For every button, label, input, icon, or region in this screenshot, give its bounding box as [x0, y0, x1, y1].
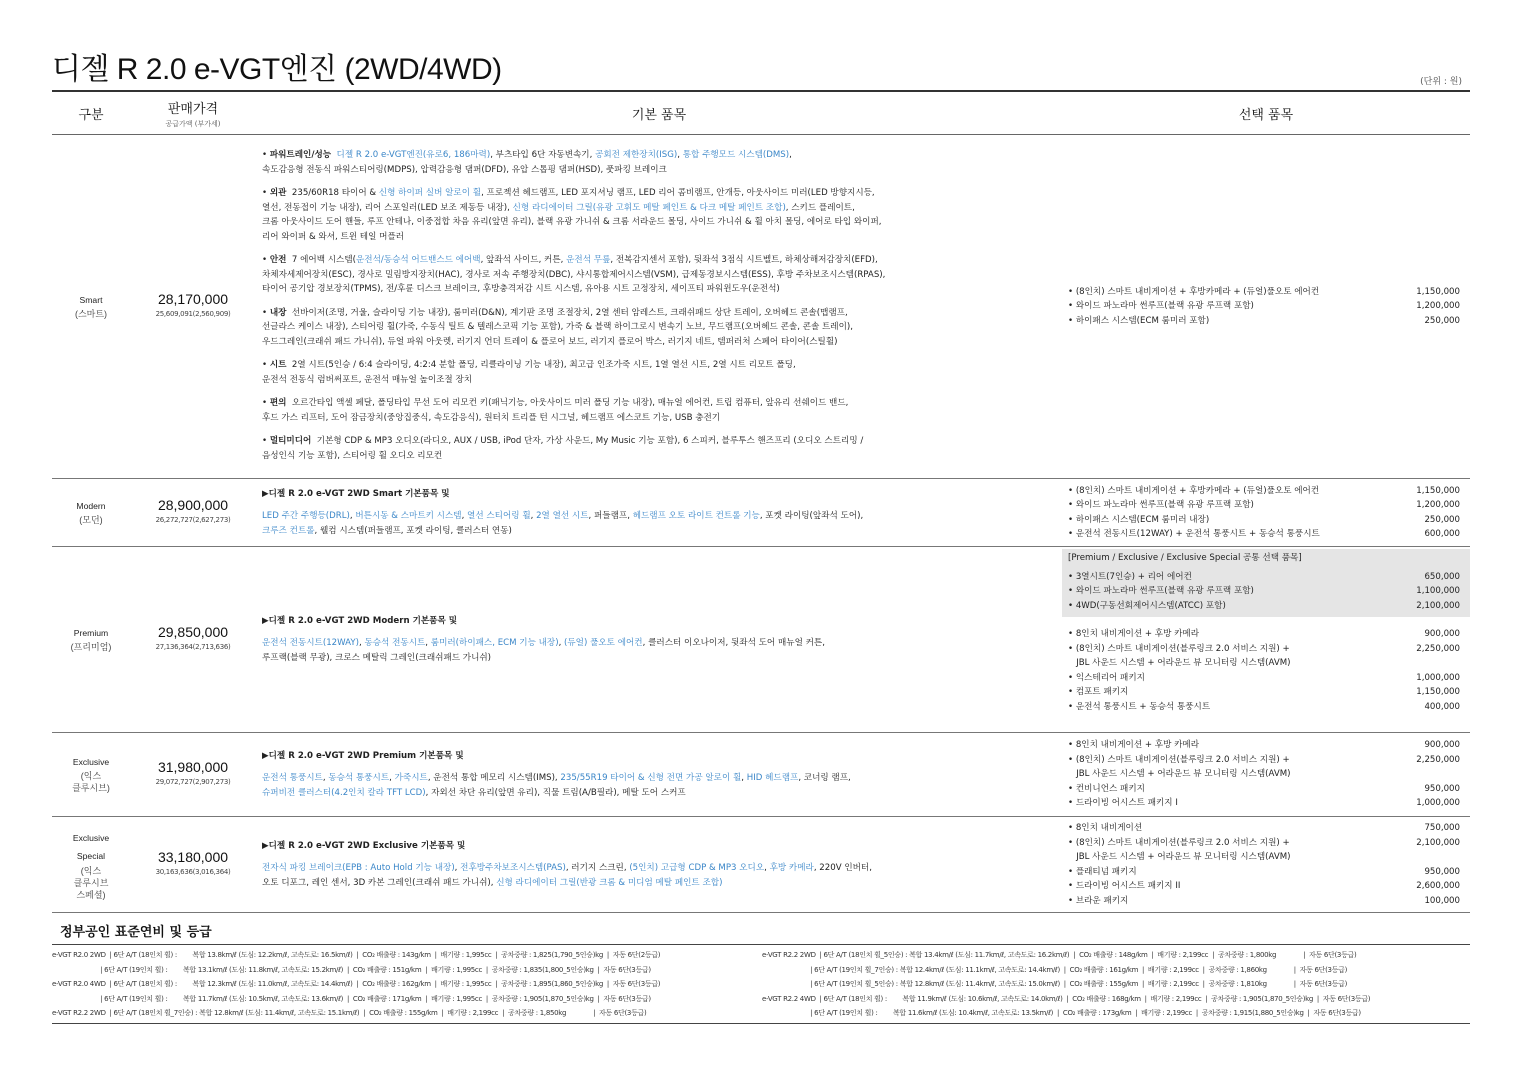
fuel-right: | 6단 A/T (19인치 휠_5인승) : 복합 12.8km/ℓ (도심: 11.4km/ℓ, 고속도로: 15.0km/ℓ) | CO₂ 배출량 : 155g/km | 배기량 : 2,199cc | 공차중량 : 1,810kg | 자동 6단(3등급) [762, 980, 1348, 988]
item-text: , 스키드 플레이트, 크롬 아웃사이드 도어 핸들, 루프 안테나, 이중접합 차음 유리(앞면 유리), 블랙 유광 가니쉬 & 크롬 서라운드 몰딩, 사이드 가니쉬 & 휠 아치 몰딩, 에어로 타입 와이퍼, 리어 와이퍼 & 와셔, 트윈 테일 머플러 [262, 202, 882, 242]
basic-head: ▶디젤 R 2.0 e-VGT 2WD Modern 기본품목 및 [262, 615, 458, 626]
basic-items [256, 479, 1062, 547]
option-price: 900,000 [1424, 629, 1460, 639]
option-row [1068, 599, 1460, 614]
item-text: , 속도감응형 전동식 파워스티어링(MDPS), 압력감응형 댐퍼(DFD), 유압 스톱핑 댐퍼(HSD), 풋파킹 브레이크 [262, 150, 792, 175]
trim-name: Smart (스마트) [52, 135, 130, 479]
item-text: , 자외선 차단 유리(앞면 유리), 직물 트림(A/B필라), 메탈 도어 스커프 [425, 787, 686, 798]
trim-name: Exclusive (익스 클루시브) [52, 733, 130, 817]
table-row [52, 135, 1470, 479]
option-row [1068, 782, 1460, 797]
option-item: • 하이패스 시스템(ECM 룸미러 내장) [1068, 514, 1210, 525]
fuel-left: | 6단 A/T (19인치 휠) : 복합 13.1km/ℓ (도심: 11.8km/ℓ, 고속도로: 15.2km/ℓ) | CO₂ 배출량 : 151g/km | 배기량 : 1,995cc | 공차중량 : 1,835(1,800_5인승)kg | 자동 6단(3등급) [52, 965, 651, 974]
unit-label: (단위 : 원) [1420, 77, 1462, 87]
highlight-text: 신형 라디에이터 그릴(유광 고휘도 메탈 페인트 & 다크 메탈 페인트 조합) [512, 202, 786, 213]
option-item: • 와이드 파노라마 썬루프(블랙 유광 루프랙 포함) [1068, 500, 1254, 510]
option-item: • (8인치) 스마트 내비게이션 + 후방카메라 + (듀얼)풀오토 에어컨 [1068, 485, 1320, 496]
group-label: 시트 [269, 360, 287, 370]
item-text: , [461, 511, 468, 522]
item-text: , 프로젝션 헤드램프, LED 포지셔닝 램프, LED 리어 콤비램프, 안개등, 아웃사이드 미러(LED 방향지시등, 열선, 전동접이 기능 내장), 리어 스포일러(LED 보조 제동등 내장), [262, 188, 875, 213]
highlight-text: 통합 주행모드 시스템(DMS) [682, 150, 790, 160]
option-item: • 와이드 파노라마 썬루프(블랙 유광 루프랙 포함) [1068, 301, 1254, 312]
option-row [1068, 285, 1460, 300]
item-text: , 포켓 라이팅(앞좌석 도어), [759, 511, 864, 522]
option-price: 1,100,000 [1416, 586, 1460, 596]
option-item: • 드라이빙 어시스트 패키지 I [1068, 798, 1178, 809]
item-text: , 운전석 통합 메모리 시스템(IMS), [427, 773, 561, 784]
common-options [1062, 549, 1470, 617]
option-row [1068, 484, 1460, 499]
option-item: • 운전석 통풍시트 + 동승석 통풍시트 [1068, 701, 1211, 712]
option-item: • 컨비니언스 패키지 [1068, 783, 1145, 794]
option-price: 2,250,000 [1416, 754, 1460, 765]
option-item: • 4WD(구동선회제어시스템(ATCC) 포함) [1068, 600, 1226, 611]
option-row [1068, 796, 1460, 811]
basic-head: ▶디젤 R 2.0 e-VGT 2WD Smart 기본품목 및 [262, 488, 450, 499]
option-row [1068, 821, 1460, 836]
basic-group: • 시트 2열 시트(5인승 / 6:4 슬라이딩, 4:2:4 분할 폴딩, 리클라이닝 기능 내장), 최고급 인조가죽 시트, 1열 열선 시트, 2열 시트 리모트 폴딩, 운전석 전동식 럼버써포트, 운전석 매뉴얼 높이조절 장치 [262, 360, 796, 385]
option-row [1068, 671, 1460, 686]
group-label: 외관 [269, 188, 287, 198]
option-name: 하이패스 시스템(ECM 룸미러 내장) [1075, 514, 1210, 525]
option-name: (8인치) 스마트 내비게이션(블루링크 2.0 서비스 지원) + JBL 사운드 시스템 + 어라운드 뷰 모니터링 시스템(AVM) [1075, 643, 1291, 668]
option-name: 익스테리어 패키지 [1075, 672, 1145, 683]
highlight-text: 신형 라디에이터 그릴(반광 크롬 & 미디엄 메탈 페인트 조합) [496, 877, 723, 888]
option-name: 8인치 내비게이션 [1075, 823, 1143, 833]
option-item: • 드라이빙 어시스트 패키지 II [1068, 881, 1181, 891]
highlight-text: 열선 스티어링 휠 [467, 511, 531, 522]
option-row [1068, 879, 1460, 894]
option-items [1062, 479, 1470, 547]
option-price: 650,000 [1424, 571, 1460, 582]
trim-name: Exclusive Special (익스 클루시브 스페셜) [52, 817, 130, 913]
item-text: 7 에어백 시스템( [286, 255, 356, 265]
fuel-left: e-VGT R2.2 2WD | 6단 A/T (18인치 휠_7인승) : 복합 12.8km/ℓ (도심: 11.4km/ℓ, 고속도로: 15.1km/ℓ) | CO₂ 배출량 : 155g/km | 배기량 : 2,199cc | 공차중량 : 1,850kg | 자동 6단(3등급) [52, 1009, 647, 1017]
option-name: 컨비니언스 패키지 [1075, 783, 1145, 794]
item-text: 235/60R18 타이어 & [286, 188, 379, 198]
table-row [52, 733, 1470, 817]
fuel-row [52, 1006, 1470, 1021]
basic-items [256, 817, 1062, 913]
highlight-text: 신형 하이퍼 실버 알로이 휠 [378, 188, 482, 198]
option-row [1068, 584, 1460, 599]
table-row [52, 547, 1470, 733]
option-price: 400,000 [1424, 701, 1460, 712]
item-text: , 앞좌석 사이드, 커튼, [480, 255, 567, 265]
option-item: • (8인치) 스마트 내비게이션 + 후방카메라 + (듀얼)풀오토 에어컨 [1068, 286, 1320, 297]
option-item: • 하이패스 시스템(ECM 룸미러 포함) [1068, 315, 1210, 326]
basic-items [256, 733, 1062, 817]
option-item: • (8인치) 스마트 내비게이션(블루링크 2.0 서비스 지원) + JBL 사운드 시스템 + 어라운드 뷰 모니터링 시스템(AVM) [1068, 754, 1291, 780]
option-price: 100,000 [1424, 895, 1460, 906]
option-price: 2,250,000 [1416, 643, 1460, 654]
highlight-text: 동승석 전동시트 [364, 638, 426, 649]
option-price: 250,000 [1424, 514, 1460, 525]
option-price: 1,150,000 [1416, 687, 1460, 697]
common-options-header: [Premium / Exclusive / Exclusive Special 공통 선택 품목] [1068, 553, 1302, 563]
option-name: 와이드 파노라마 썬루프(블랙 유광 루프랙 포함) [1075, 586, 1254, 596]
item-text: , 220V 인버터, 오토 디포그, 레인 센서, 3D 카본 그레인(크래쉬 패드 가니쉬), [262, 863, 872, 888]
group-label: 멀티미디어 [269, 436, 312, 446]
item-text: , [358, 638, 365, 649]
option-item: • 8인치 내비게이션 + 후방 카메라 [1068, 629, 1200, 639]
option-row [1068, 570, 1460, 585]
basic-group: • 내장 선바이저(조명, 거울, 슬라이딩 기능 내장), 룸미러(D&N), 계기판 조명 조절장치, 2열 센터 암레스트, 크래쉬패드 상단 트레이, 오버헤드 콘솔(맵램프, 선글라스 케이스 내장), 스티어링 휠(가죽, 수동식 틸트 & 텔레스코픽 기능 포함), 가죽 & 블랙 하이그로시 변속기 노브, 무드램프(오버헤드 콘솔, 콘솔 트레이), 우드그레인(크래쉬 패드 가니쉬), 듀얼 파워 아웃렛, 러기지 언더 트레이 & 플로어 보드, 러기지 플로어 박스, 러기지 네트, 템퍼러처 스페어 타이어(스틸휠) [262, 307, 853, 347]
option-price: 950,000 [1424, 866, 1460, 877]
option-price: 1,000,000 [1416, 798, 1460, 809]
option-name: (8인치) 스마트 내비게이션 + 후방카메라 + (듀얼)풀오토 에어컨 [1075, 286, 1320, 297]
option-name: 3열시트(7인승) + 리어 에어컨 [1075, 571, 1192, 582]
fuel-left: e-VGT R2.0 4WD | 6단 A/T (18인치 휠) : 복합 12.3km/ℓ (도심: 11.0km/ℓ, 고속도로: 14.4km/ℓ) | CO₂ 배출량 : 162g/km | 배기량 : 1,995cc | 공차중량 : 1,895(1,860_5인승)kg | 자동 6단(3등급) [52, 980, 661, 988]
option-row [1068, 738, 1460, 753]
option-name: 와이드 파노라마 썬루프(블랙 유광 루프랙 포함) [1075, 301, 1254, 312]
highlight-text: 공회전 제한장치(ISG) [595, 150, 678, 160]
highlight-text: 전후방주차보조시스템(PAS) [460, 863, 566, 874]
highlight-text: 슈퍼비전 클러스터(4.2인치 칼라 TFT LCD) [262, 787, 426, 798]
item-text: , [530, 511, 537, 522]
highlight-text: 룸미러(하이패스, ECM 기능 내장) [430, 638, 559, 649]
option-price: 1,200,000 [1416, 500, 1460, 510]
fuel-section-title: 정부공인 표준연비 및 등급 [60, 925, 212, 940]
item-text: , 러기지 스크린, [565, 863, 630, 874]
basic-body [262, 771, 1054, 800]
basic-head: ▶디젤 R 2.0 e-VGT 2WD Exclusive 기본품목 및 [262, 840, 466, 851]
highlight-text: 운전석 통풍시트 [262, 773, 323, 784]
basic-group: • 안전 7 에어백 시스템(운전석/동승석 어드밴스드 에어백, 앞좌석 사이드, 커튼, 운전석 무릎, 전복감지센서 포함), 뒷좌석 3점식 시트벨트, 하체상해저감장치(EFD), 차체자세제어장치(ESC), 경사로 밀림방지장치(HAC), 경사로 저속 주행장치(DBC), 샤시통합제어시스템(VSM), 급제동경보시스템(ESS), 후방 주차보조시스템(RPAS), 타이어 공기압 경보장치(TPMS), 전/후륜 디스크 브레이크, 후방충격저감 시트 시스템, 유아용 시트 고정장치, 세이프티 파워윈도우(운전석) [262, 255, 886, 294]
option-row [1068, 894, 1460, 909]
option-item: • (8인치) 스마트 내비게이션(블루링크 2.0 서비스 지원) + JBL 사운드 시스템 + 어라운드 뷰 모니터링 시스템(AVM) [1068, 643, 1291, 668]
option-price: 2,600,000 [1416, 881, 1460, 891]
highlight-text: 전자식 파킹 브레이크(EPB : Auto Hold 기능 내장) [262, 863, 455, 874]
highlight-text: 후방 카메라 [769, 863, 814, 874]
option-row [1068, 753, 1460, 782]
item-text: , [764, 863, 770, 874]
option-row [1068, 836, 1460, 865]
option-name: 하이패스 시스템(ECM 룸미러 포함) [1075, 315, 1210, 326]
table-row [52, 479, 1470, 547]
highlight-text: 2열 열선 시트 [536, 511, 589, 522]
item-text: , 부츠타입 6단 자동변속기, [490, 150, 596, 160]
option-price: 600,000 [1424, 529, 1460, 539]
item-text: , 코너링 램프, [798, 773, 851, 784]
highlight-text: 동승석 통풍시트 [328, 773, 390, 784]
highlight-text: 크루즈 컨트롤 [262, 525, 315, 536]
fuel-table [52, 944, 1470, 1024]
item-text: 선바이저(조명, 거울, 슬라이딩 기능 내장), 룸미러(D&N), 계기판 조명 조절장치, 2열 센터 암레스트, 크래쉬패드 상단 트레이, 오버헤드 콘솔(맵램프, 선글라스 케이스 내장), 스티어링 휠(가죽, 수동식 틸트 & 텔레스코픽 기능 포함), 가죽 & 블랙 하이그로시 변속기 노브, 무드램프(오버헤드 콘솔, 콘솔 트레이), 우드그레인(크래쉬 패드 가니쉬), 듀얼 파워 아웃렛, 러기지 언더 트레이 & 플로어 보드, 러기지 플로어 박스, 러기지 네트, 템퍼러처 스페어 타이어(스틸휠) [262, 307, 853, 347]
option-row [1068, 700, 1460, 715]
option-row [1068, 865, 1460, 880]
header-category: 구분 [52, 91, 130, 135]
price-cell: 28,900,000 26,272,727(2,627,273) [130, 479, 256, 547]
highlight-text: (듀얼) 풀오토 에어컨 [564, 638, 643, 649]
item-text: , [741, 773, 747, 784]
option-items [1062, 547, 1470, 733]
option-price: 250,000 [1424, 315, 1460, 326]
price-cell: 28,170,000 25,609,091(2,560,909) [130, 135, 256, 479]
basic-head: ▶디젤 R 2.0 e-VGT 2WD Premium 기본품목 및 [262, 750, 464, 761]
highlight-text: (5인치) 고급형 CDP & MP3 오디오 [629, 863, 765, 874]
item-text: , [425, 638, 431, 649]
fuel-left: e-VGT R2.0 2WD | 6단 A/T (18인치 휠) : 복합 13.8km/ℓ (도심: 12.2km/ℓ, 고속도로: 16.5km/ℓ) | CO₂ 배출량 : 143g/km | 배기량 : 1,995cc | 공차중량 : 1,825(1,790_5인승)kg | 자동 6단(2등급) [52, 951, 661, 959]
basic-body [262, 509, 1054, 538]
option-item: • 8인치 내비게이션 [1068, 823, 1143, 833]
price-cell: 31,980,000 29,072,727(2,907,273) [130, 733, 256, 817]
highlight-text: 가죽시트 [394, 773, 428, 784]
item-text: , [389, 773, 395, 784]
option-row [1068, 314, 1460, 329]
option-name: (8인치) 스마트 내비게이션(블루링크 2.0 서비스 지원) + JBL 사운드 시스템 + 어라운드 뷰 모니터링 시스템(AVM) [1075, 754, 1291, 780]
group-label: 편의 [269, 398, 287, 408]
trim-name: Premium (프리미엄) [52, 547, 130, 733]
highlight-text: 헤드램프 오토 라이트 컨트롤 기능 [632, 511, 760, 522]
option-name: (8인치) 스마트 내비게이션(블루링크 2.0 서비스 지원) + JBL 사운드 시스템 + 어라운드 뷰 모니터링 시스템(AVM) [1075, 837, 1291, 862]
highlight-text: 운전석 무릎 [566, 255, 611, 265]
fuel-right: e-VGT R2.2 2WD | 6단 A/T (18인치 휠_5인승) : 복합 13.4km/ℓ (도심: 11.7km/ℓ, 고속도로: 16.2km/ℓ) | CO₂ 배출량 : 148g/km | 배기량 : 2,199cc | 공차중량 : 1,800kg | 자동 6단(3등급) [762, 951, 1357, 959]
option-row [1068, 527, 1460, 542]
highlight-text: HID 헤드램프 [746, 773, 799, 784]
item-text: , 클러스터 이오나이저, 뒷좌석 도어 매뉴얼 커튼, 루프랙(블랙 무광), 크로스 메탈릭 그레인(크래쉬패드 가니쉬) [262, 638, 825, 663]
basic-body [262, 636, 1054, 665]
option-name: 운전석 전동시트(12WAY) + 운전석 통풍시트 + 동승석 통풍시트 [1075, 529, 1320, 539]
option-item: • 컴포트 패키지 [1068, 687, 1129, 697]
option-price: 1,150,000 [1416, 286, 1460, 297]
option-items [1062, 733, 1470, 817]
basic-group: • 파워트레인/성능 디젤 R 2.0 e-VGT엔진(유로6, 186마력), 부츠타입 6단 자동변속기, 공회전 제한장치(ISG), 통합 주행모드 시스템(DMS), 속도감응형 전동식 파워스티어링(MDPS), 압력감응형 댐퍼(DFD), 유압 스톱핑 댐퍼(HSD), 풋파킹 브레이크 [262, 150, 792, 175]
option-name: 4WD(구동선회제어시스템(ATCC) 포함) [1075, 600, 1226, 611]
option-price: 950,000 [1424, 783, 1460, 794]
item-text: 오르간타입 액셀 페달, 폴딩타입 무선 도어 리모컨 키(패닉기능, 아웃사이드 미러 폴딩 기능 내장), 매뉴얼 에어컨, 트립 컴퓨터, 앞유리 선쉐이드 밴드, 후드 가스 리프터, 도어 잠금장치(중앙집중식, 속도감응식), 원터치 트리플 턴 시그널, 헤드램프 에스코트 기능, USB 충전기 [262, 398, 849, 423]
option-row [1068, 498, 1460, 513]
option-row [1068, 642, 1460, 671]
option-price: 1,200,000 [1416, 301, 1460, 312]
option-name: 운전석 통풍시트 + 동승석 통풍시트 [1075, 701, 1211, 712]
price-table [52, 90, 1470, 913]
option-row [1068, 627, 1460, 642]
fuel-left: | 6단 A/T (19인치 휠) : 복합 11.7km/ℓ (도심: 10.5km/ℓ, 고속도로: 13.6km/ℓ) | CO₂ 배출량 : 171g/km | 배기량 : 1,995cc | 공차중량 : 1,905(1,870_5인승)kg | 자동 6단(3등급) [52, 994, 651, 1003]
highlight-text: 운전석/동승석 어드밴스드 에어백 [355, 255, 481, 265]
header-basic: 기본 품목 [256, 91, 1062, 135]
item-text: 기본형 CDP & MP3 오디오(라디오, AUX / USB, iPod 단자, 가상 사운드, My Music 기능 포함), 6 스피커, 블루투스 핸즈프리 (오디오 스트리밍 / 음성인식 기능 포함), 스티어링 휠 오디오 리모컨 [262, 436, 864, 461]
basic-group: • 외관 235/60R18 타이어 & 신형 하이퍼 실버 알로이 휠, 프로젝션 헤드램프, LED 포지셔닝 램프, LED 리어 콤비램프, 안개등, 아웃사이드 미러(LED 방향지시등, 열선, 전동접이 기능 내장), 리어 스포일러(LED 보조 제동등 내장), 신형 라디에이터 그릴(유광 고휘도 메탈 페인트 & 다크 메탈 페인트 조합), 스키드 플레이트, 크롬 아웃사이드 도어 핸들, 루프 안테나, 이중접합 차음 유리(앞면 유리), 블랙 유광 가니쉬 & 크롬 서라운드 몰딩, 사이드 가니쉬 & 휠 아치 몰딩, 에어로 타입 와이퍼, 리어 와이퍼 & 와셔, 트윈 테일 머플러 [262, 188, 882, 242]
option-item: • 3열시트(7인승) + 리어 에어컨 [1068, 571, 1192, 582]
item-text: , 퍼들램프, [588, 511, 633, 522]
option-name: 8인치 내비게이션 + 후방 카메라 [1075, 629, 1200, 639]
option-item: • 와이드 파노라마 썬루프(블랙 유광 루프랙 포함) [1068, 586, 1254, 596]
item-text: , 전복감지센서 포함), 뒷좌석 3점식 시트벨트, 하체상해저감장치(EFD), 차체자세제어장치(ESC), 경사로 밀림방지장치(HAC), 경사로 저속 주행장치(DBC), 샤시통합제어시스템(VSM), 급제동경보시스템(ESS), 후방 주차보조시스템(RPAS), 타이어 공기압 경보장치(TPMS), 전/후륜 디스크 브레이크, 후방충격저감 시트 시스템, 유아용 시트 고정장치, 세이프티 파워윈도우(운전석) [262, 255, 886, 294]
option-item: • (8인치) 스마트 내비게이션(블루링크 2.0 서비스 지원) + JBL 사운드 시스템 + 어라운드 뷰 모니터링 시스템(AVM) [1068, 837, 1291, 862]
table-row [52, 817, 1470, 913]
item-text: , 웰컴 시스템(퍼들램프, 포켓 라이팅, 클러스터 연동) [314, 525, 512, 536]
option-price: 2,100,000 [1416, 600, 1460, 611]
basic-items [256, 547, 1062, 733]
basic-items [256, 135, 1062, 479]
table-header-row [52, 91, 1470, 135]
basic-group: • 편의 오르간타입 액셀 페달, 폴딩타입 무선 도어 리모컨 키(패닉기능, 아웃사이드 미러 폴딩 기능 내장), 매뉴얼 에어컨, 트립 컴퓨터, 앞유리 선쉐이드 밴드, 후드 가스 리프터, 도어 잠금장치(중앙집중식, 속도감응식), 원터치 트리플 턴 시그널, 헤드램프 에스코트 기능, USB 충전기 [262, 398, 849, 423]
item-text: , [349, 511, 356, 522]
item-text: 2열 시트(5인승 / 6:4 슬라이딩, 4:2:4 분할 폴딩, 리클라이닝 기능 내장), 최고급 인조가죽 시트, 1열 열선 시트, 2열 시트 리모트 폴딩, 운전석 전동식 럼버써포트, 운전석 매뉴얼 높이조절 장치 [262, 360, 796, 385]
highlight-text: LED 주간 주행등(DRL) [262, 511, 350, 522]
option-name: 컴포트 패키지 [1075, 687, 1129, 697]
option-name: (8인치) 스마트 내비게이션 + 후방카메라 + (듀얼)풀오토 에어컨 [1075, 485, 1320, 496]
option-row [1068, 299, 1460, 314]
fuel-row [52, 948, 1470, 963]
option-item: • 익스테리어 패키지 [1068, 672, 1145, 683]
option-items [1062, 817, 1470, 913]
fuel-right: | 6단 A/T (19인치 휠) : 복합 11.6km/ℓ (도심: 10.4km/ℓ, 고속도로: 13.5km/ℓ) | CO₂ 배출량 : 173g/km | 배기량 : 2,199cc | 공차중량 : 1,915(1,880_5인승)kg | 자동 6단(3등급) [762, 1009, 1361, 1017]
highlight-text: 버튼시동 & 스마트키 시스템 [355, 511, 462, 522]
trim-name: Modern (모던) [52, 479, 130, 547]
option-price: 2,100,000 [1416, 837, 1460, 848]
option-name: 드라이빙 어시스트 패키지 I [1075, 798, 1178, 809]
basic-group: • 멀티미디어 기본형 CDP & MP3 오디오(라디오, AUX / USB, iPod 단자, 가상 사운드, My Music 기능 포함), 6 스피커, 블루투스 핸즈프리 (오디오 스트리밍 / 음성인식 기능 포함), 스티어링 휠 오디오 리모컨 [262, 436, 864, 461]
header-price: 판매가격 공급가액 (부가세) [130, 91, 256, 135]
option-price: 1,150,000 [1416, 485, 1460, 496]
highlight-text: 운전석 전동시트(12WAY) [262, 638, 359, 649]
option-item: • 8인치 내비게이션 + 후방 카메라 [1068, 740, 1200, 751]
option-item: • 플래티넘 패키지 [1068, 866, 1137, 877]
item-text: , [677, 150, 683, 160]
fuel-right: | 6단 A/T (19인치 휠_7인승) : 복합 12.4km/ℓ (도심: 11.1km/ℓ, 고속도로: 14.4km/ℓ) | CO₂ 배출량 : 161g/km | 배기량 : 2,199cc | 공차중량 : 1,860kg | 자동 6단(3등급) [762, 965, 1348, 974]
option-price: 900,000 [1424, 740, 1460, 751]
header-options: 선택 품목 [1062, 91, 1470, 135]
fuel-row [52, 977, 1470, 992]
group-label: 파워트레인/성능 [269, 150, 332, 160]
option-name: 드라이빙 어시스트 패키지 II [1075, 881, 1181, 891]
option-price: 750,000 [1424, 823, 1460, 833]
option-name: 플래티넘 패키지 [1075, 866, 1137, 877]
fuel-right: e-VGT R2.2 4WD | 6단 A/T (18인치 휠) : 복합 11.9km/ℓ (도심: 10.6km/ℓ, 고속도로: 14.0km/ℓ) | CO₂ 배출량 : 168g/km | 배기량 : 2,199cc | 공차중량 : 1,905(1,870_5인승)kg | 자동 6단(3등급) [762, 994, 1371, 1003]
option-name: 와이드 파노라마 썬루프(블랙 유광 루프랙 포함) [1075, 500, 1254, 510]
price-cell: 33,180,000 30,163,636(3,016,364) [130, 817, 256, 913]
option-row [1068, 513, 1460, 528]
option-name: 브라운 패키지 [1075, 895, 1129, 906]
highlight-text: 디젤 R 2.0 e-VGT엔진(유로6, 186마력) [336, 150, 491, 160]
fuel-row [52, 992, 1470, 1007]
option-name: 8인치 내비게이션 + 후방 카메라 [1075, 740, 1200, 751]
item-text: , [558, 638, 565, 649]
item-text: , [454, 863, 461, 874]
fuel-row [52, 963, 1470, 978]
option-item: • 운전석 전동시트(12WAY) + 운전석 통풍시트 + 동승석 통풍시트 [1068, 529, 1320, 539]
basic-body [262, 861, 1054, 890]
group-label: 안전 [269, 255, 287, 265]
group-label: 내장 [269, 307, 287, 318]
option-row [1068, 685, 1460, 700]
price-cell: 29,850,000 27,136,364(2,713,636) [130, 547, 256, 733]
page-title: 디젤 R 2.0 e-VGT엔진 (2WD/4WD) [52, 53, 502, 86]
option-price: 1,000,000 [1416, 672, 1460, 683]
option-items [1062, 135, 1470, 479]
option-item: • 브라운 패키지 [1068, 895, 1129, 906]
highlight-text: 235/55R19 타이어 & 신형 전면 가공 알로이 휠 [560, 773, 742, 784]
item-text: , [322, 773, 329, 784]
